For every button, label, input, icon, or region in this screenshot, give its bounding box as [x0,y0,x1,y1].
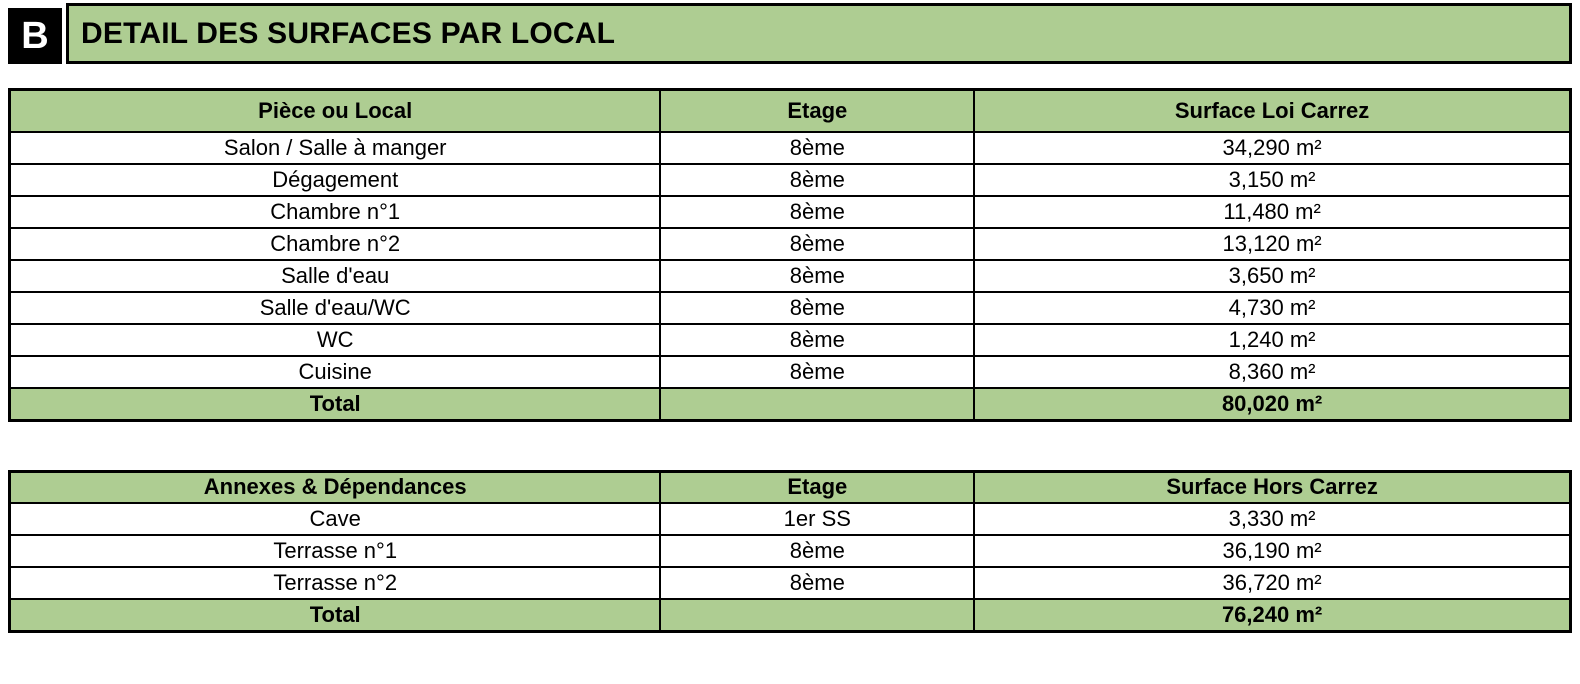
column-header: Pièce ou Local [10,90,661,132]
table-row [10,228,1571,260]
table-cell: 8ème [660,535,974,567]
total-cell: 80,020 m² [974,388,1570,421]
total-cell: 76,240 m² [974,599,1570,632]
section-header [8,0,1572,64]
table-row [10,567,1571,599]
total-cell [660,388,974,421]
table-row [10,292,1571,324]
table-cell: Salon / Salle à manger [10,132,661,164]
table-row [10,503,1571,535]
table-cell: 8,360 m² [974,356,1570,388]
table-cell: Terrasse n°2 [10,567,661,599]
table-cell: 8ème [660,196,974,228]
table-cell: WC [10,324,661,356]
header-row [10,472,1571,503]
table-cell: 34,290 m² [974,132,1570,164]
table-cell: 3,150 m² [974,164,1570,196]
table-cell: 11,480 m² [974,196,1570,228]
table-row [10,260,1571,292]
table-cell: 8ème [660,132,974,164]
table-row [10,356,1571,388]
table-cell: Dégagement [10,164,661,196]
table-row [10,535,1571,567]
header-row [10,90,1571,132]
table-cell: Cuisine [10,356,661,388]
column-header: Etage [660,472,974,503]
table-cell: 3,330 m² [974,503,1570,535]
table-cell: 4,730 m² [974,292,1570,324]
table-cell: Cave [10,503,661,535]
table-row [10,164,1571,196]
table-row [10,132,1571,164]
table-annexes-hors-carrez [8,470,1572,633]
table-cell: Salle d'eau/WC [10,292,661,324]
table-row [10,196,1571,228]
table-cell: 8ème [660,292,974,324]
total-cell [660,599,974,632]
table-cell: 8ème [660,260,974,292]
column-header: Etage [660,90,974,132]
table-cell: 1,240 m² [974,324,1570,356]
table-cell: 36,720 m² [974,567,1570,599]
table-cell: 8ème [660,324,974,356]
table-cell: Salle d'eau [10,260,661,292]
table-cell: Chambre n°2 [10,228,661,260]
column-header: Surface Loi Carrez [974,90,1570,132]
table-cell: 8ème [660,228,974,260]
table-cell: Chambre n°1 [10,196,661,228]
table-cell: 1er SS [660,503,974,535]
table-cell: 8ème [660,567,974,599]
total-row [10,599,1571,632]
table-cell: 3,650 m² [974,260,1570,292]
table-cell: 36,190 m² [974,535,1570,567]
total-row [10,388,1571,421]
section-title-bar [66,3,1572,64]
table-cell: Terrasse n°1 [10,535,661,567]
table-cell: 13,120 m² [974,228,1570,260]
table-row [10,324,1571,356]
total-cell: Total [10,599,661,632]
column-header: Surface Hors Carrez [974,472,1570,503]
total-cell: Total [10,388,661,421]
section-letter-badge: B [8,8,62,64]
table-surfaces-loi-carrez [8,88,1572,422]
table-cell: 8ème [660,356,974,388]
table-cell: 8ème [660,164,974,196]
section-title: DETAIL DES SURFACES PAR LOCAL [81,16,616,50]
column-header: Annexes & Dépendances [10,472,661,503]
